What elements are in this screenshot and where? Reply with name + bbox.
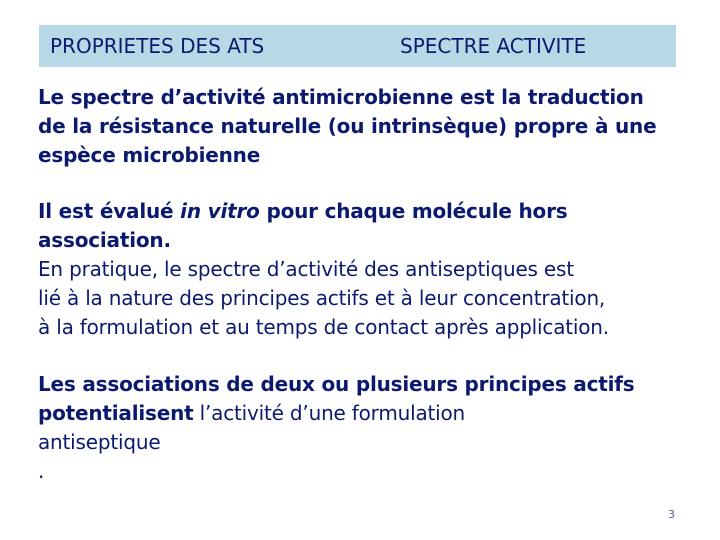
title-left: PROPRIETES DES ATS [50, 34, 265, 58]
paragraph-associations [38, 370, 710, 486]
paragraph3-line2 [38, 399, 710, 428]
paragraph3-line2-rest: l’activité d’une formulation [193, 401, 466, 425]
paragraph2-line4: lié à la nature des principes actifs et à leur concentration, [38, 286, 606, 310]
paragraph2-line1-a: Il est évalué [38, 199, 181, 223]
paragraph-evaluation [38, 197, 710, 342]
paragraph2-line1-b: pour chaque molécule hors [259, 199, 568, 223]
paragraph3-line2-bold: potentialisent [38, 401, 194, 425]
paragraph1-line: espèce microbienne [38, 143, 261, 167]
paragraph2-line1 [38, 197, 710, 226]
title-right: SPECTRE ACTIVITE [400, 34, 587, 58]
paragraph2-line3: En pratique, le spectre d’activité des antiseptiques est [38, 257, 574, 281]
paragraph2-line5: à la formulation et au temps de contact après application. [38, 315, 609, 339]
paragraph3-line3: antiseptique [38, 430, 161, 454]
paragraph3-line1: Les associations de deux ou plusieurs principes actifs [38, 372, 635, 396]
paragraph2-line2: association. [38, 228, 171, 252]
paragraph2-line1-italic: in vitro [180, 199, 260, 223]
paragraph-spectrum-definition [38, 83, 710, 170]
paragraph1-line: Le spectre d’activité antimicrobienne est la traduction [38, 85, 644, 109]
paragraph3-line4: . [38, 459, 45, 483]
title-bar [39, 25, 676, 67]
page-number: 3 [668, 508, 675, 521]
paragraph1-line: de la résistance naturelle (ou intrinsèque) propre à une [38, 114, 657, 138]
